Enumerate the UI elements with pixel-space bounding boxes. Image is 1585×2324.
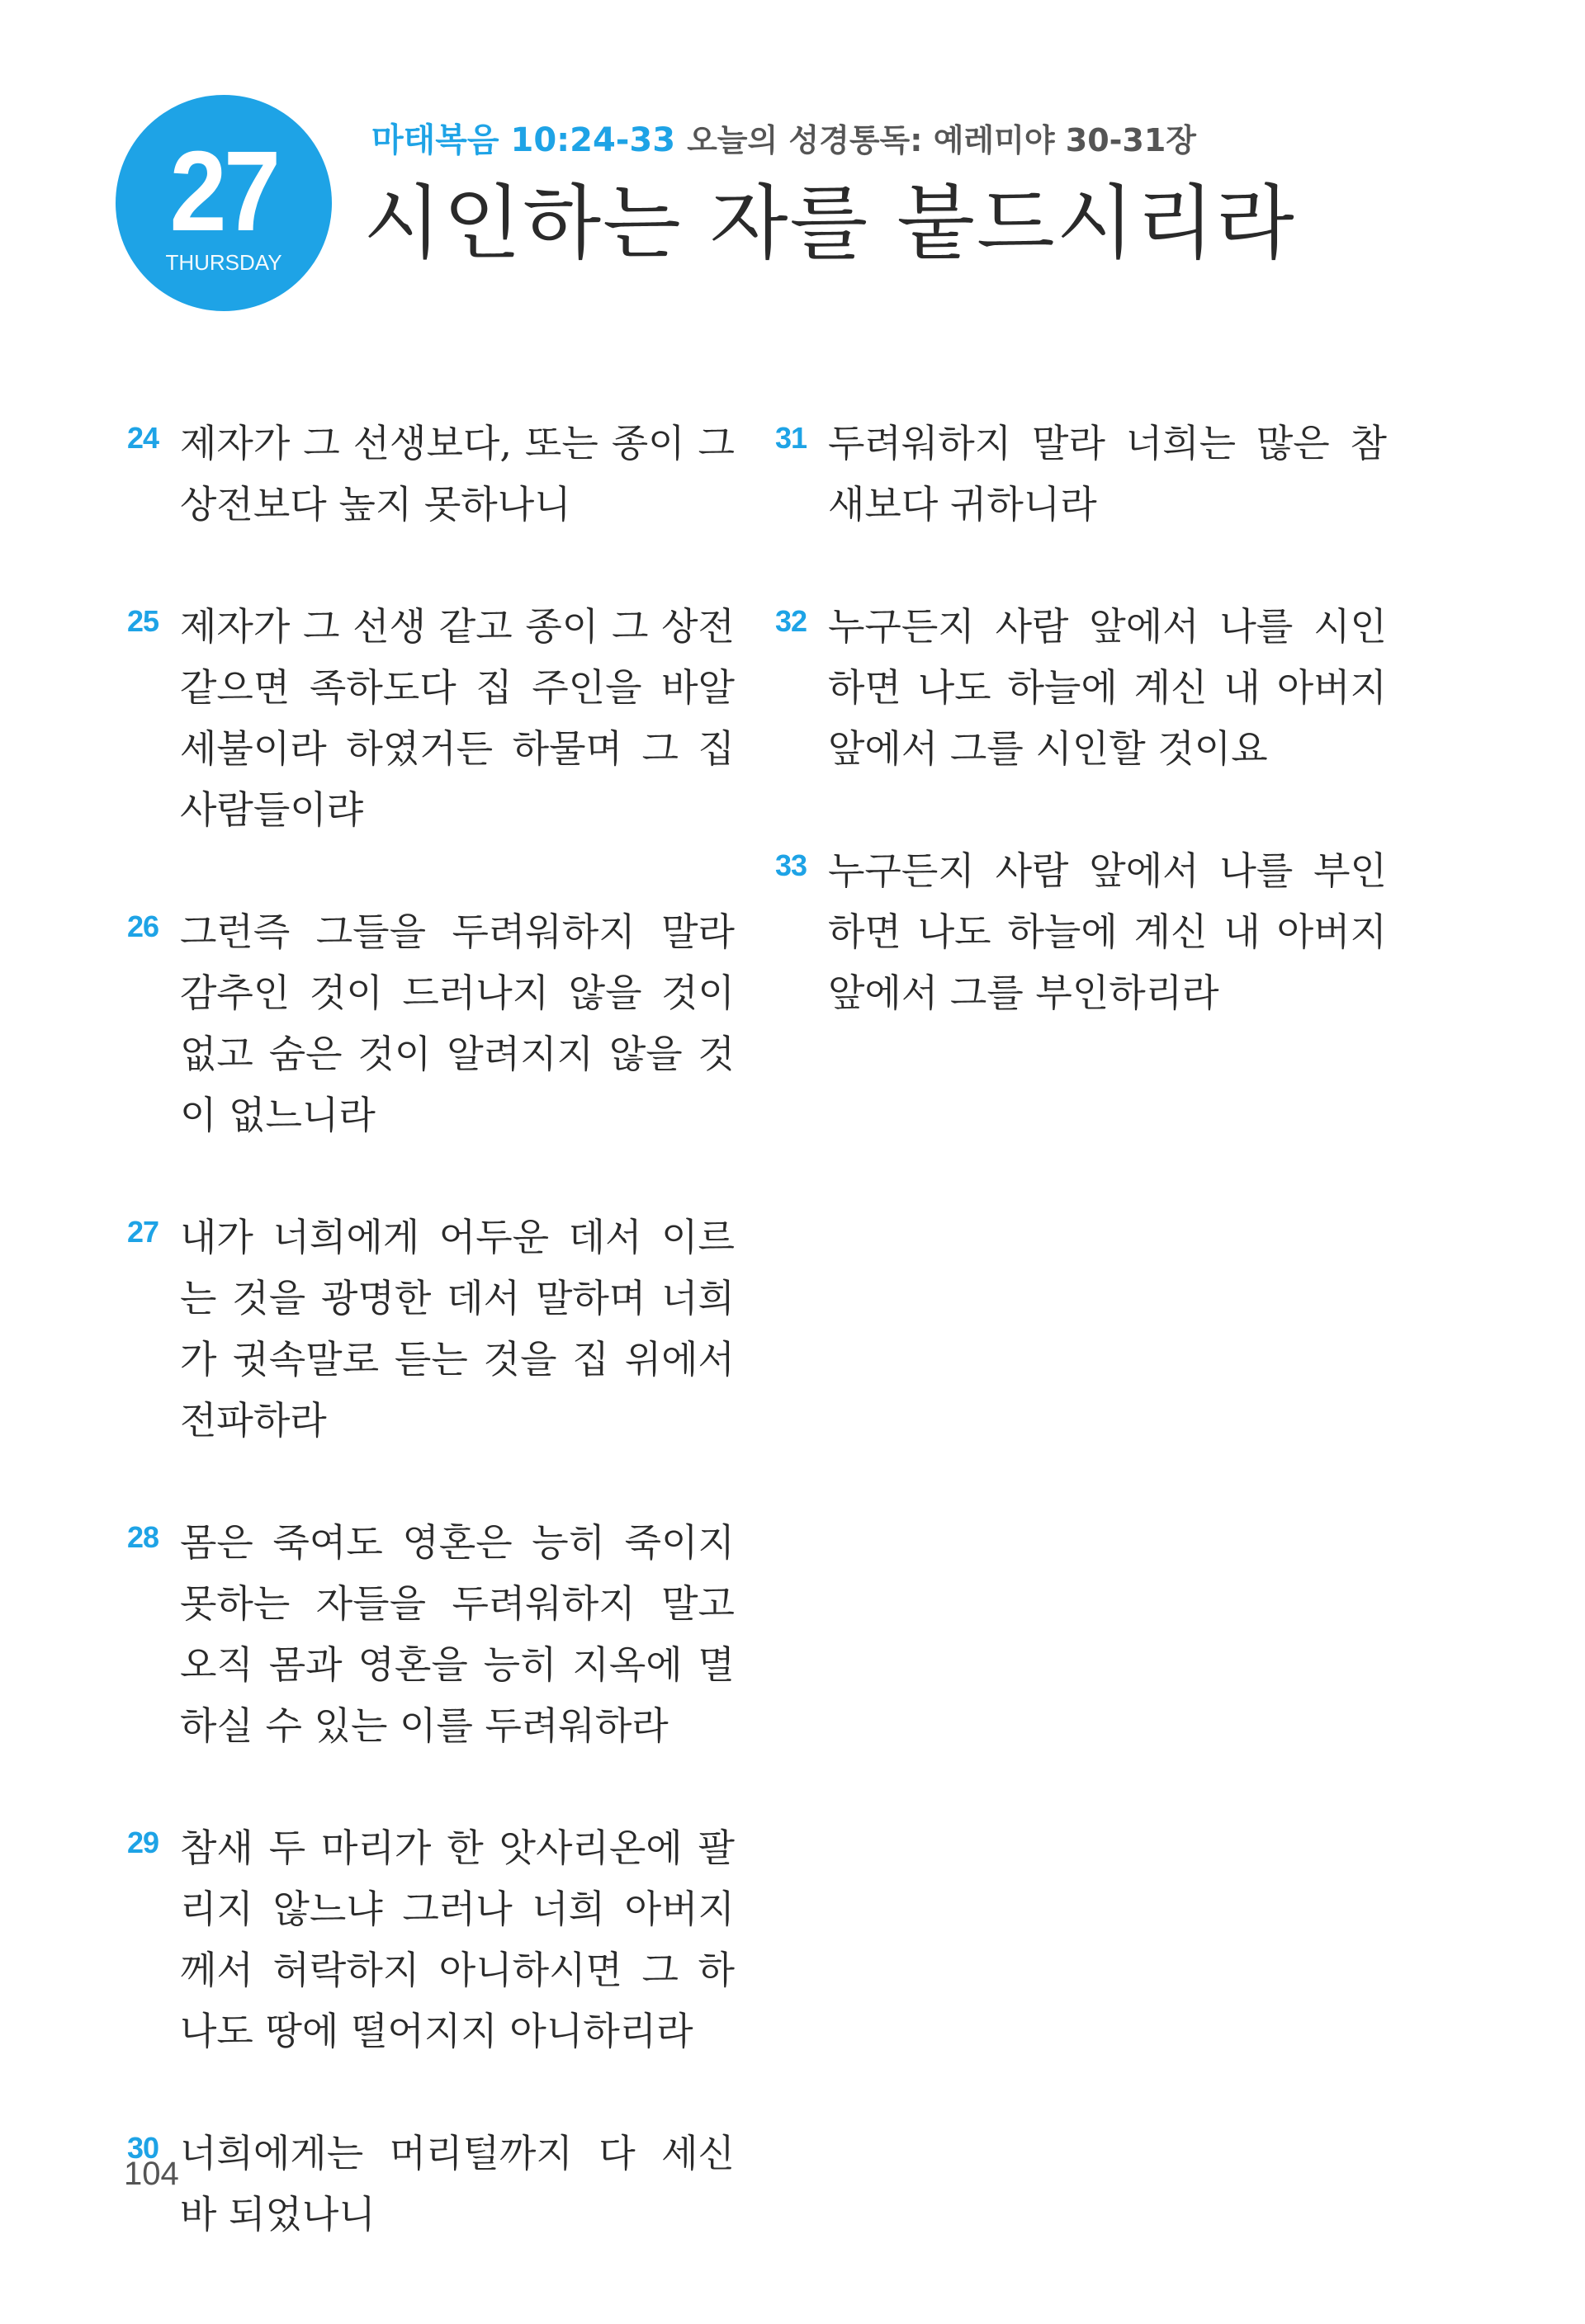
verse	[124, 1817, 735, 2062]
verse-text: 너희에게는 머리털까지 다 세신 바 되었나니	[180, 2131, 735, 2237]
verse-text: 누구든지 사람 앞에서 나를 시인하면 나도 하늘에 계신 내 아버지 앞에서 그를 시인할 것이요	[828, 604, 1387, 771]
verse-number: 32	[775, 604, 807, 638]
verse-number: 31	[775, 421, 807, 455]
verse	[124, 901, 735, 1145]
verse-text: 제자가 그 선생보다, 또는 종이 그 상전보다 높지 못하나니	[180, 421, 735, 527]
verse	[772, 840, 1387, 1023]
day-badge	[116, 95, 332, 311]
verse-number: 33	[775, 848, 807, 882]
verse-text: 두려워하지 말라 너희는 많은 참새보다 귀하니라	[828, 421, 1387, 527]
verse-text: 제자가 그 선생 같고 종이 그 상전 같으면 족하도다 집 주인을 바알세불이라 하였거든 하물며 그 집 사람들이랴	[180, 604, 735, 832]
verse-text: 몸은 죽여도 영혼은 능히 죽이지 못하는 자들을 두려워하지 말고 오직 몸과 영혼을 능히 지옥에 멸하실 수 있는 이를 두려워하라	[180, 1520, 735, 1748]
verses-left-column	[124, 413, 735, 2306]
verse-text: 누구든지 사람 앞에서 나를 부인하면 나도 하늘에 계신 내 아버지 앞에서 그를 부인하리라	[828, 848, 1387, 1015]
verse	[124, 1207, 735, 1451]
verse-number: 24	[127, 421, 159, 455]
verse-number: 25	[127, 604, 159, 638]
verses-right-column	[772, 413, 1387, 1084]
page-title: 시인하는 자를 붙드시리라	[363, 177, 1296, 271]
passage-reference: 마태복음 10:24-33	[371, 121, 676, 159]
verse-number: 27	[127, 1215, 159, 1249]
daily-reading: 오늘의 성경통독: 예레미야 30-31장	[687, 122, 1196, 158]
verse	[124, 413, 735, 535]
verse-number: 30	[127, 2131, 159, 2165]
verse-number: 26	[127, 909, 159, 943]
verse	[772, 596, 1387, 779]
verse-number: 28	[127, 1520, 159, 1554]
day-number: 27	[169, 128, 278, 255]
verse	[124, 2123, 735, 2245]
verse-text: 내가 너희에게 어두운 데서 이르는 것을 광명한 데서 말하며 너희가 귓속말로 듣는 것을 집 위에서 전파하라	[180, 1215, 735, 1443]
verse-number: 29	[127, 1826, 159, 1859]
reading-info	[371, 121, 1196, 159]
verse-text: 그런즉 그들을 두려워하지 말라 감추인 것이 드러나지 않을 것이 없고 숨은 것이 알려지지 않을 것이 없느니라	[180, 909, 735, 1137]
weekday-label: THURSDAY	[165, 250, 282, 275]
page-number: 104	[124, 2156, 179, 2192]
verse-text: 참새 두 마리가 한 앗사리온에 팔리지 않느냐 그러나 너희 아버지께서 허락하지 아니하시면 그 하나도 땅에 떨어지지 아니하리라	[180, 1826, 735, 2053]
verse	[124, 596, 735, 840]
verse	[772, 413, 1387, 535]
verse	[124, 1512, 735, 1756]
